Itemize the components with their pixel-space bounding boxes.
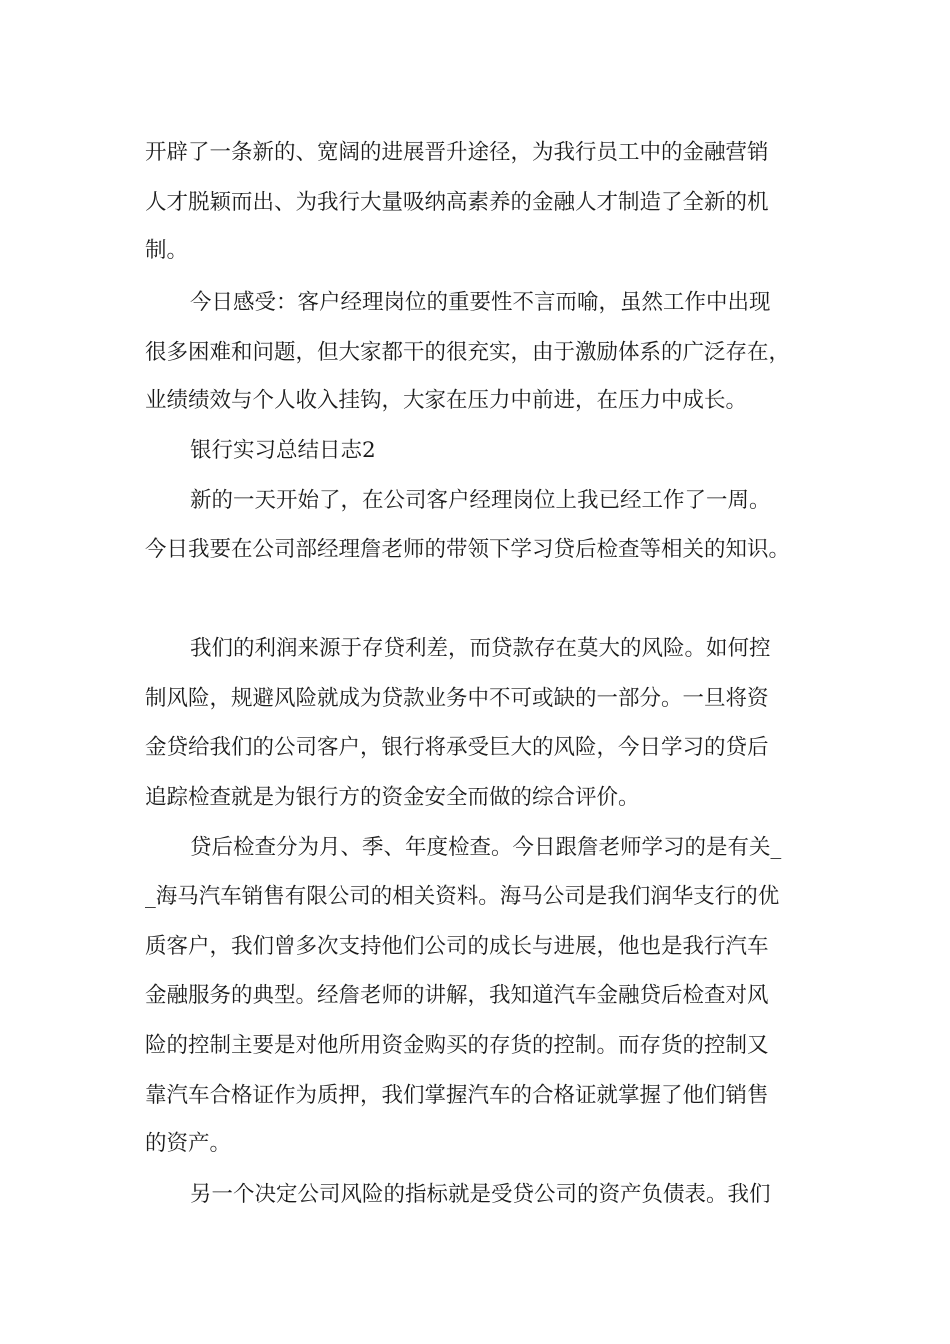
text-line: 金融服务的典型。经詹老师的讲解，我知道汽车金融贷后检查对风 <box>145 983 769 1008</box>
paragraph-first-line: 今日感受：客户经理岗位的重要性不言而喻，虽然工作中出现 <box>190 290 771 315</box>
text-line: _海马汽车销售有限公司的相关资料。海马公司是我们润华支行的优 <box>145 884 780 909</box>
text-line: 追踪检查就是为银行方的资金安全而做的综合评价。 <box>145 785 640 810</box>
paragraph-first-line: 贷后检查分为月、季、年度检查。今日跟詹老师学习的是有关_ <box>190 835 782 860</box>
text-line: 靠汽车合格证作为质押，我们掌握汽车的合格证就掌握了他们销售 <box>145 1083 769 1108</box>
text-line: 制风险，规避风险就成为贷款业务中不可或缺的一部分。一旦将资 <box>145 686 769 711</box>
paragraph-first-line: 另一个决定公司风险的指标就是受贷公司的资产负债表。我们 <box>190 1182 771 1207</box>
text-line: 质客户，我们曾多次支持他们公司的成长与进展，他也是我行汽车 <box>145 934 769 959</box>
section-heading: 银行实习总结日志2 <box>190 438 376 463</box>
text-line: 很多困难和问题，但大家都干的很充实，由于激励体系的广泛存在， <box>145 340 791 365</box>
text-line: 今日我要在公司部经理詹老师的带领下学习贷后检查等相关的知识。 <box>145 537 791 562</box>
paragraph-first-line: 新的一天开始了，在公司客户经理岗位上我已经工作了一周。 <box>190 488 771 513</box>
text-line: 业绩绩效与个人收入挂钩，大家在压力中前进，在压力中成长。 <box>145 388 748 413</box>
text-line: 开辟了一条新的、宽阔的进展晋升途径，为我行员工中的金融营销 <box>145 140 769 165</box>
text-line: 险的控制主要是对他所用资金购买的存货的控制。而存货的控制又 <box>145 1033 769 1058</box>
text-line: 制。 <box>145 238 189 263</box>
text-line: 人才脱颖而出、为我行大量吸纳高素养的金融人才制造了全新的机 <box>145 190 769 215</box>
text-line: 金贷给我们的公司客户，银行将承受巨大的风险，今日学习的贷后 <box>145 735 769 760</box>
text-line: 的资产。 <box>145 1131 232 1156</box>
paragraph-first-line: 我们的利润来源于存贷利差，而贷款存在莫大的风险。如何控 <box>190 636 771 661</box>
